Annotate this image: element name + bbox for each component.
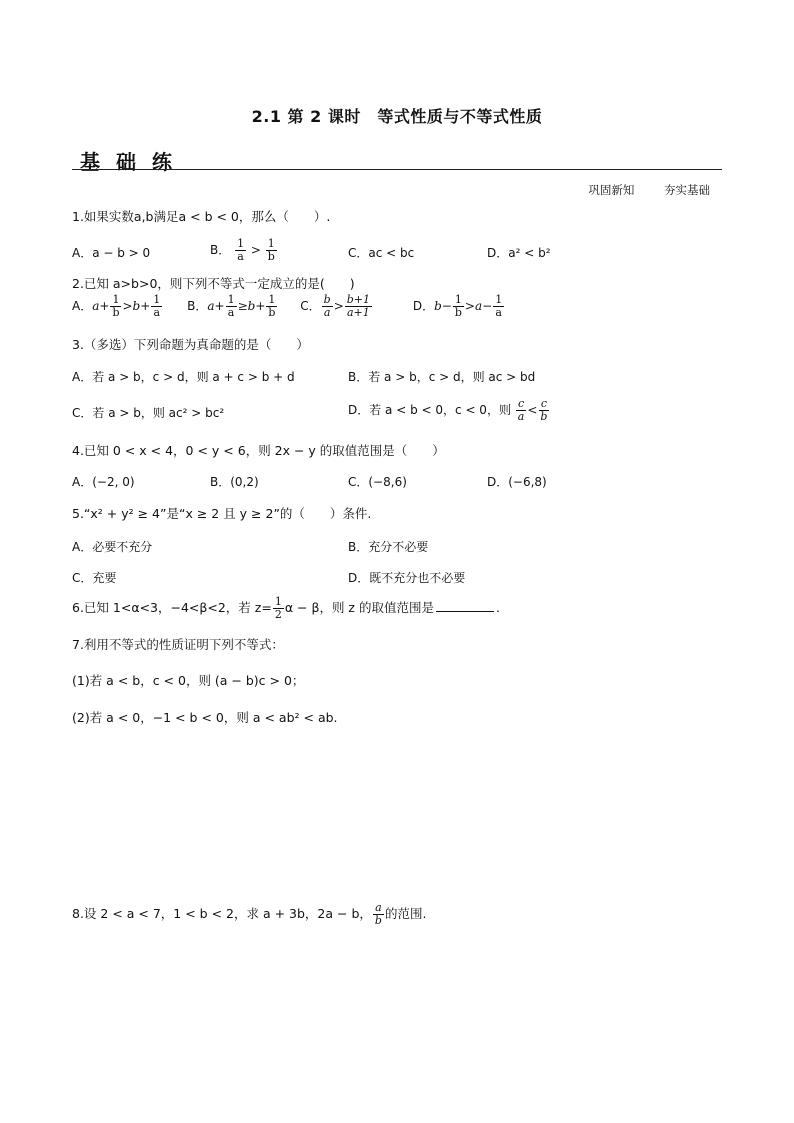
question-1-option-a: A．a − b > 0 bbox=[72, 246, 151, 260]
fraction: $\frac{1}{b}$ bbox=[267, 237, 275, 263]
fraction: $\frac{1}{a}$ bbox=[227, 293, 235, 319]
section-tags bbox=[562, 182, 710, 198]
section-heading: 基础练 bbox=[80, 150, 188, 174]
question-7-part-2: (2)若 a < 0，−1 < b < 0，则 a < ab² < ab. bbox=[72, 710, 338, 725]
fraction: $\frac{1}{2}$ bbox=[274, 595, 282, 621]
fraction: $\frac{1}{b}$ bbox=[112, 293, 120, 319]
question-4-option-d: D．(−6,8) bbox=[487, 475, 547, 489]
fraction: $\frac{b+1}{a+1}$ bbox=[346, 293, 371, 319]
question-3-option-a: A．若 a > b，c > d，则 a + c > b + d bbox=[72, 370, 295, 384]
fraction: $\frac{1}{a}$ bbox=[153, 293, 161, 319]
question-1-option-b: B． $\frac{1}{a}$ > $\frac{1}{b}$ bbox=[210, 237, 275, 263]
question-5-option-d: D．既不充分也不必要 bbox=[348, 571, 466, 585]
question-5-option-c: C．充要 bbox=[72, 571, 117, 585]
fraction: $\frac{b}{a}$ bbox=[323, 293, 331, 319]
question-2-option-b: B．a+ $\frac{1}{a}$ ≥b+ $\frac{1}{b}$ bbox=[187, 293, 276, 319]
question-2-option-a: A．a+ $\frac{1}{b}$ >b+ $\frac{1}{a}$ bbox=[72, 293, 161, 319]
question-2-option-c: C． $\frac{b}{a}$ > $\frac{b+1}{a+1}$ bbox=[300, 293, 371, 319]
question-2-stem: 2.已知 a>b>0，则下列不等式一定成立的是( ) bbox=[72, 276, 355, 291]
question-1-option-c: C．ac < bc bbox=[348, 246, 415, 260]
fraction: $\frac{1}{a}$ bbox=[495, 293, 503, 319]
fraction: $\frac{1}{b}$ bbox=[454, 293, 462, 319]
answer-blank[interactable] bbox=[436, 599, 494, 612]
fraction: $\frac{1}{a}$ bbox=[237, 237, 245, 263]
question-5-option-b: B．充分不必要 bbox=[348, 540, 429, 554]
question-3-option-b: B．若 a > b，c > d，则 ac > bd bbox=[348, 370, 536, 384]
question-3-option-d: D．若 a < b < 0，c < 0，则 $\frac{c}{a}$ < $\frac{c}{b}$ bbox=[348, 397, 548, 423]
question-3-option-c: C．若 a > b，则 ac² > bc² bbox=[72, 406, 225, 420]
question-4-option-a: A．(−2, 0) bbox=[72, 475, 135, 489]
question-1-option-d: D．a² < b² bbox=[487, 246, 551, 260]
fraction: $\frac{1}{b}$ bbox=[268, 293, 276, 319]
question-2-option-d: D．b− $\frac{1}{b}$ >a− $\frac{1}{a}$ bbox=[412, 293, 503, 319]
question-7-part-1: (1)若 a < b，c < 0，则 (a − b)c > 0； bbox=[72, 673, 305, 688]
question-7-stem: 7.利用不等式的性质证明下列不等式： bbox=[72, 637, 284, 652]
question-4-option-b: B．(0,2) bbox=[210, 475, 259, 489]
fraction: $\frac{a}{b}$ bbox=[374, 901, 382, 927]
question-2-options bbox=[72, 294, 505, 319]
page-title: 2.1 第 2 课时 等式性质与不等式性质 bbox=[251, 107, 543, 126]
fraction: $\frac{c}{b}$ bbox=[540, 397, 548, 423]
tag-consolidate: 巩固新知 bbox=[588, 183, 635, 197]
question-1-stem: 1.如果实数a,b满足a < b < 0，那么（ ）. bbox=[72, 209, 331, 224]
question-5-stem: 5.“x² + y² ≥ 4”是“x ≥ 2 且 y ≥ 2”的（ ）条件. bbox=[72, 506, 372, 521]
question-3-stem: 3.（多选）下列命题为真命题的是（ ） bbox=[72, 337, 309, 352]
question-6-stem: 6.已知 1<α<3，−4<β<2，若 z= $\frac{1}{2}$ α − β，则 z 的取值范围是 . bbox=[72, 595, 500, 621]
question-4-stem: 4.已知 0 < x < 4，0 < y < 6，则 2x − y 的取值范围是（ ） bbox=[72, 443, 445, 458]
section-divider bbox=[72, 169, 722, 170]
tag-foundation: 夯实基础 bbox=[664, 183, 710, 197]
question-4-option-c: C．(−8,6) bbox=[348, 475, 407, 489]
question-8-stem: 8.设 2 < a < 7，1 < b < 2，求 a + 3b，2a − b， $\frac{a}{b}$ 的范围. bbox=[72, 901, 427, 927]
fraction: $\frac{c}{a}$ bbox=[517, 397, 525, 423]
question-5-option-a: A．必要不充分 bbox=[72, 540, 153, 554]
